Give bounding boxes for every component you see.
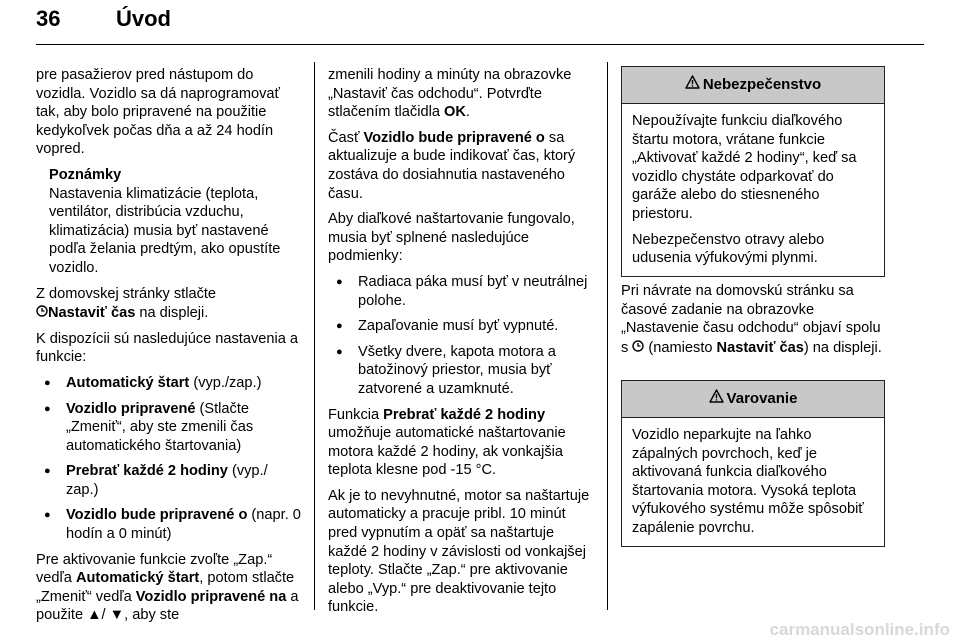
item-bold: Vozidlo pripravené	[66, 400, 196, 417]
column-divider	[314, 62, 315, 610]
list-item	[36, 374, 304, 393]
watermark: carmanualsonline.info	[769, 620, 950, 639]
bold-text: Vozidlo pripravené na	[135, 588, 287, 605]
warning-body	[622, 418, 884, 546]
clock-icon	[632, 338, 644, 357]
column-2	[328, 66, 596, 624]
paragraph: Aby diaľkové naštartovanie fungovalo, musia byť splnené nasledujúce podmienky:	[328, 211, 575, 265]
page-number: 36	[36, 6, 61, 31]
text: zmenili hodiny a minúty na obrazovke „Nastaviť čas odchodu“. Potvrďte stlačením tlačidla	[328, 67, 572, 121]
settings-list	[36, 374, 304, 544]
paragraph	[621, 282, 886, 357]
page-header	[36, 6, 924, 42]
paragraph	[328, 66, 596, 122]
text: (namiesto	[644, 339, 717, 356]
paragraph	[36, 551, 304, 625]
item-text: (napr. 0 hodín a 0 minút)	[66, 507, 301, 543]
text: Funkcia	[328, 406, 384, 423]
paragraph: Nebezpečenstvo otravy alebo udusenia výfukovými plynmi.	[632, 231, 825, 267]
text: umožňuje automatické naštartovanie motora každé 2 hodiny, ak vonkajšia teplota klesne pod -15 °C.	[328, 425, 566, 479]
paragraph: K dispozícii sú nasledujúce nastavenia a funkcie:	[36, 330, 299, 366]
warning-box	[621, 380, 885, 547]
item-text: (Stlačte „Zmeniť“, aby ste zmenili čas automatického štartovania)	[66, 400, 254, 454]
danger-body	[622, 104, 884, 276]
text: ) na displeji.	[803, 339, 882, 356]
list-item	[36, 506, 304, 543]
warning-title: Varovanie	[726, 389, 798, 407]
paragraph: Vozidlo neparkujte na ľahko zápalných povrchoch, keď je aktivovaná funkcia diaľkového štartovania motora. Vysoká teplota výfukového systému môže spôsobiť zapálenie povrchu.	[632, 427, 864, 536]
bold-text: Prebrať každé 2 hodiny	[383, 406, 546, 423]
bold-text: Automatický štart	[75, 570, 200, 587]
text: Pri návrate na domovskú stránku sa časové zadanie na obrazovke „Nastavenie času odchodu“ objaví spolu s	[621, 283, 881, 356]
text: a použite ▲/ ▼, aby ste	[36, 588, 299, 624]
bold-text: Vozidlo bude pripravené o	[363, 129, 545, 146]
paragraph	[36, 285, 304, 323]
text: sa aktualizuje a bude indikovať čas, ktorý zostáva do dosiahnutia nastaveného času.	[328, 129, 576, 202]
paragraph: Nepoužívajte funkciu diaľkového štartu motora, vrátane funkcie „Aktivovať každé 2 hodiny“, keď sa vozidlo chystáte odparkovať do garáže alebo do stiesneného priestoru.	[632, 113, 857, 222]
item-bold: Automatický štart	[66, 374, 190, 391]
bold-text: OK	[444, 104, 466, 121]
danger-title: Nebezpečenstvo	[702, 75, 822, 93]
conditions-list	[328, 273, 596, 399]
bold-text: Nastaviť čas	[716, 339, 804, 356]
text: na displeji.	[135, 305, 209, 322]
text: , potom stlačte „Zmeniť“ vedľa	[36, 570, 295, 605]
clock-icon	[36, 303, 48, 322]
warning-header	[622, 381, 884, 418]
text: Pre aktivovanie funkcie zvoľte „Zap.“ vedľa	[36, 551, 273, 587]
list-item: ● Radiaca páka musí byť v neutrálnej polohe.	[328, 273, 596, 310]
list-item: ● Všetky dvere, kapota motora a batožinový priestor, musia byť zatvorené a uzamknuté.	[328, 343, 596, 399]
column-divider	[607, 62, 608, 610]
warning-triangle-icon	[709, 389, 724, 409]
text: Časť	[328, 129, 364, 146]
note-title: Poznámky	[49, 166, 122, 183]
list-item	[36, 462, 304, 499]
paragraph	[328, 129, 596, 203]
danger-box	[621, 66, 885, 277]
header-rule	[36, 44, 924, 45]
bold-text: Nastaviť čas	[48, 305, 136, 322]
item-text: (vyp./ zap.)	[66, 463, 268, 498]
item-text: (vyp./zap.)	[189, 374, 262, 391]
text: .	[465, 104, 470, 121]
item-bold: Prebrať každé 2 hodiny	[66, 463, 228, 480]
danger-header	[622, 67, 884, 104]
list-item	[36, 400, 304, 456]
text: Z domovskej stránky stlačte	[36, 285, 217, 302]
list-item: ● Zapaľovanie musí byť vypnuté.	[328, 317, 596, 336]
note-text: Nastavenia klimatizácie (teplota, ventilátor, distribúcia vzduchu, klimatizácia) musia byť nastavené podľa želania predtým, ako opustíte vozidlo.	[49, 185, 281, 276]
paragraph: Ak je to nevyhnutné, motor sa naštartuje automaticky a pracuje pribl. 10 minút pred vypnutím a opäť sa naštartuje každé 2 hodiny v závislosti od vonkajšej teploty. Stlačte „Zap.“ pre aktivovanie alebo „Vyp.“ pre deaktivovanie tejto funkcie.	[328, 487, 590, 616]
item-bold: Vozidlo bude pripravené o	[66, 507, 248, 524]
warning-triangle-icon	[685, 75, 700, 95]
column-3-text	[621, 282, 886, 364]
paragraph: pre pasažierov pred nástupom do vozidla. Vozidlo sa dá naprogramovať tak, aby bolo pripravené na použitie kedykoľvek počas dňa a až 24 hodín vopred.	[36, 67, 280, 158]
section-title: Úvod	[116, 6, 171, 31]
paragraph	[328, 406, 596, 480]
column-1	[36, 66, 304, 632]
note-block	[49, 166, 304, 278]
